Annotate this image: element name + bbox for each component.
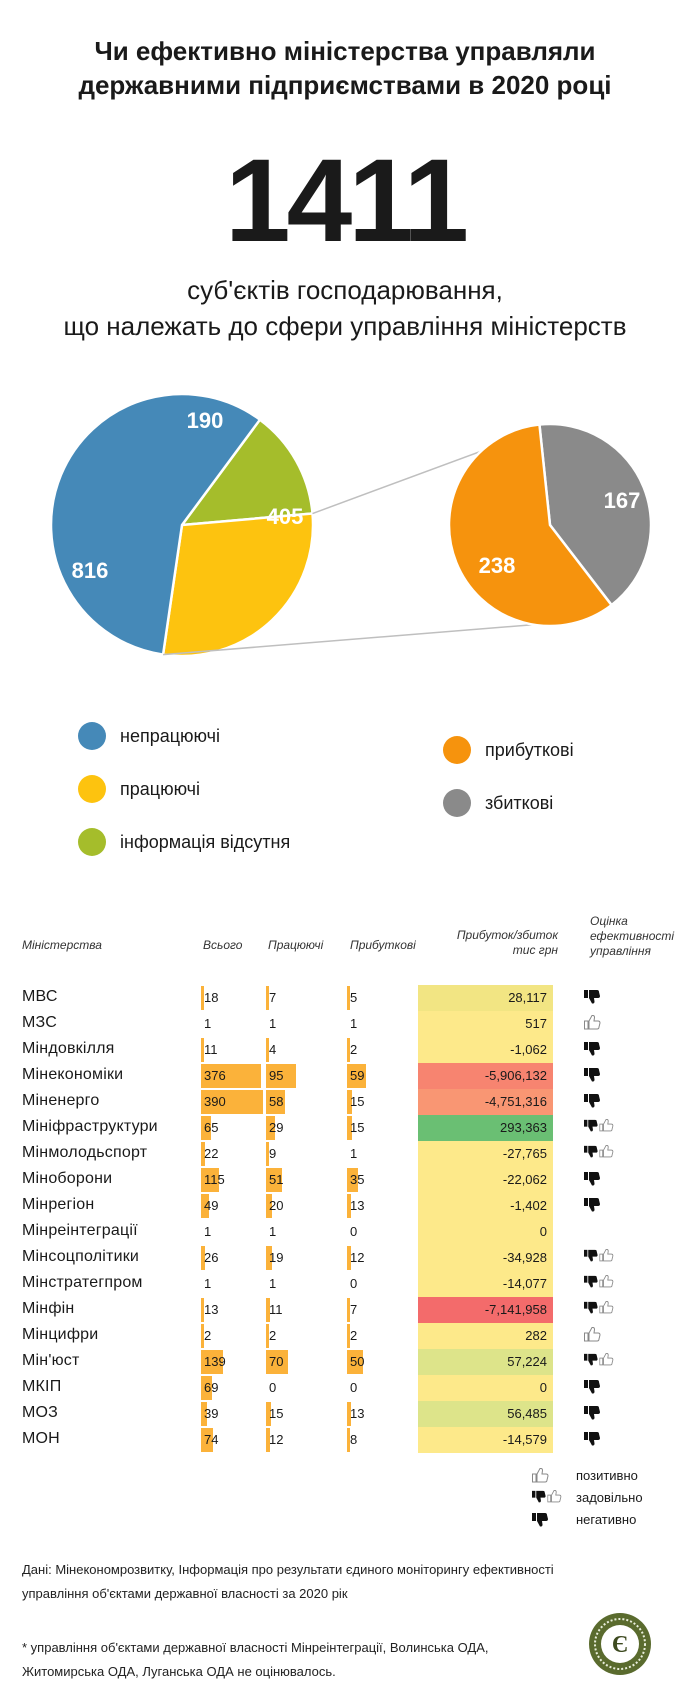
subtitle <box>0 272 690 344</box>
rating-cell <box>584 1197 601 1217</box>
legend-label: працюючі <box>120 779 201 799</box>
ministry-name: Мінфін <box>22 1300 75 1317</box>
header-profit <box>440 928 558 958</box>
rating-cell <box>584 1145 619 1165</box>
ministry-name: МКІП <box>22 1378 62 1395</box>
rating-cell <box>584 1431 601 1451</box>
profit-cell <box>418 1037 553 1063</box>
profit-cell <box>418 1167 553 1193</box>
thumbs-up-icon <box>547 1490 561 1503</box>
satisfactory-icon <box>584 1249 614 1262</box>
profit-value: -1,062 <box>510 1042 547 1057</box>
thumbs-down-icon <box>584 1119 598 1132</box>
source-line-2: управління об'єктами державної власності за 2020 рік <box>22 1586 348 1601</box>
table-row <box>0 1323 690 1349</box>
header-working: Працюючі <box>268 938 324 952</box>
cell-value: 4 <box>269 1042 277 1057</box>
ministry-name: Мінмолодьспорт <box>22 1144 148 1161</box>
thumbs-down-icon <box>584 1379 601 1394</box>
cell-value: 0 <box>350 1224 358 1239</box>
footnote <box>22 1636 489 1684</box>
profit-cell <box>418 1193 553 1219</box>
profit-value: -14,579 <box>502 1432 547 1447</box>
profit-value: 282 <box>525 1328 547 1343</box>
profit-cell <box>418 1011 553 1037</box>
table-row <box>0 1245 690 1271</box>
thumbs-down-icon <box>584 1353 598 1366</box>
ministry-name: Мінсоцполітики <box>22 1248 140 1265</box>
satisfactory-icon <box>584 1275 614 1288</box>
pie-label-inactive: 816 <box>71 557 109 583</box>
rating-cell <box>584 1301 619 1321</box>
satisfactory-icon <box>584 1145 614 1158</box>
thumbs-up-icon <box>599 1353 613 1366</box>
logo-letter: Є <box>611 1632 629 1658</box>
cell-value: 22 <box>204 1146 219 1161</box>
profit-cell <box>418 1063 553 1089</box>
cell-value: 9 <box>269 1146 277 1161</box>
ministry-name: Міноборони <box>22 1170 113 1187</box>
cell-value: 13 <box>350 1406 365 1421</box>
cell-value: 2 <box>269 1328 277 1343</box>
thumbs-down-icon <box>584 1249 598 1262</box>
header-profit-line-2: тис грн <box>512 943 558 957</box>
profit-cell <box>418 1349 553 1375</box>
cell-value: 115 <box>204 1172 225 1187</box>
legend-dot <box>78 828 106 856</box>
cell-value: 69 <box>204 1380 219 1395</box>
table-row <box>0 1141 690 1167</box>
table-row <box>0 1297 690 1323</box>
cell-value: 1 <box>204 1016 212 1031</box>
ministry-name: Мінстратегпром <box>22 1274 143 1291</box>
rating-cell <box>584 989 601 1009</box>
cell-value: 11 <box>269 1302 283 1317</box>
thumbs-up-icon <box>584 1015 601 1030</box>
thumbs-down-icon <box>584 1067 601 1082</box>
cell-value: 39 <box>204 1406 219 1421</box>
table-row <box>0 985 690 1011</box>
cell-value: 2 <box>350 1328 358 1343</box>
footnote-line-2: Житомирська ОДА, Луганська ОДА не оцінювалось. <box>22 1664 336 1679</box>
subtitle-line-1: суб'єктів господарювання, <box>187 275 503 305</box>
header-rating-line-1: Оцінка <box>590 914 628 928</box>
ministry-name: Міндовкілля <box>22 1040 115 1057</box>
cell-value: 0 <box>350 1380 358 1395</box>
rating-cell <box>584 1067 601 1087</box>
source-line-1: Дані: Мінекономрозвитку, Інформація про результати єдиного моніторингу ефективності <box>22 1562 554 1577</box>
thumbs-up-icon <box>599 1249 613 1262</box>
thumbs-down-icon <box>584 1405 601 1420</box>
thumbs-down-icon <box>584 1301 598 1314</box>
cell-value: 139 <box>204 1354 226 1369</box>
table-row <box>0 1349 690 1375</box>
cell-value: 20 <box>269 1198 284 1213</box>
cell-value: 12 <box>350 1250 365 1265</box>
profit-value: 0 <box>539 1224 547 1239</box>
profit-cell <box>418 1245 553 1271</box>
profit-cell <box>418 1141 553 1167</box>
header-profitable: Прибуткові <box>350 938 416 952</box>
pie-label-loss: 167 <box>603 487 641 513</box>
profit-value: 28,117 <box>508 990 547 1005</box>
legend-dot <box>443 789 471 817</box>
profit-value: -22,062 <box>502 1172 547 1187</box>
thumbs-down-icon <box>584 989 601 1004</box>
thumbs-down-icon <box>584 1041 601 1056</box>
profit-cell <box>418 1115 553 1141</box>
pie-working <box>449 424 651 626</box>
profit-value: -4,751,316 <box>484 1094 547 1109</box>
header-total: Всього <box>203 938 243 952</box>
table-row <box>0 1167 690 1193</box>
ministry-name: Мінреінтеграції <box>22 1222 138 1239</box>
pie-label-no-info: 190 <box>186 407 224 433</box>
cell-value: 11 <box>204 1042 218 1057</box>
cell-value: 7 <box>350 1302 358 1317</box>
legend-dot <box>78 722 106 750</box>
cell-value: 95 <box>269 1068 284 1083</box>
rating-cell <box>584 1119 619 1139</box>
table-row <box>0 1089 690 1115</box>
profit-value: -7,141,958 <box>484 1302 547 1317</box>
rating-cell <box>584 1275 619 1295</box>
cell-value: 1 <box>269 1276 277 1291</box>
cell-value: 13 <box>204 1302 219 1317</box>
pie-label-profit: 238 <box>478 552 516 578</box>
legend-label: непрацюючі <box>120 726 221 746</box>
cell-value: 65 <box>204 1120 219 1135</box>
ministry-name: МОЗ <box>22 1404 59 1421</box>
footnote-line-1: * управління об'єктами державної власності Мінреінтеграції, Волинська ОДА, <box>22 1640 489 1655</box>
header-rating-line-2: ефективності <box>590 929 675 943</box>
ministry-name: МВС <box>22 988 58 1005</box>
rating-cell <box>584 1093 601 1113</box>
cell-value: 1 <box>350 1016 358 1031</box>
pie-label-working: 405 <box>266 503 304 529</box>
cell-value: 1 <box>204 1276 212 1291</box>
satisfactory-icon <box>584 1119 614 1132</box>
table-row <box>0 1427 690 1453</box>
cell-value: 29 <box>269 1120 284 1135</box>
cell-value: 1 <box>204 1224 212 1239</box>
profit-cell <box>418 1375 553 1401</box>
table-row <box>0 1011 690 1037</box>
total-count: 1411 <box>225 135 465 267</box>
pie-charts <box>0 385 690 695</box>
profit-cell <box>418 1271 553 1297</box>
thumbs-up-icon <box>599 1275 613 1288</box>
profit-value: 0 <box>539 1380 547 1395</box>
table-row <box>0 1219 690 1245</box>
cell-value: 12 <box>269 1432 284 1447</box>
thumbs-down-icon <box>584 1145 598 1158</box>
satisfactory-icon <box>584 1353 614 1366</box>
cell-value: 15 <box>350 1120 365 1135</box>
thumbs-down-icon <box>532 1490 546 1503</box>
profit-cell <box>418 1089 553 1115</box>
thumbs-up-icon <box>584 1327 601 1342</box>
table-row <box>0 1037 690 1063</box>
rating-cell <box>584 1405 601 1425</box>
cell-value: 15 <box>269 1406 284 1421</box>
profit-cell <box>418 1297 553 1323</box>
page-title <box>0 34 690 102</box>
ministry-name: МЗС <box>22 1014 57 1031</box>
rating-cell <box>584 1379 601 1399</box>
logo <box>588 1612 652 1676</box>
rating-cell <box>584 1327 601 1347</box>
pie-slice-working <box>163 514 313 656</box>
thumbs-down-icon <box>584 1093 601 1108</box>
profit-value: -1,402 <box>510 1198 547 1213</box>
cell-value: 70 <box>269 1354 284 1369</box>
cell-value: 74 <box>204 1432 219 1447</box>
profit-value: -34,928 <box>502 1250 547 1265</box>
cell-value: 390 <box>204 1094 226 1109</box>
thumbs-down-icon <box>532 1512 549 1527</box>
cell-value: 15 <box>350 1094 365 1109</box>
thumbs-up-icon <box>599 1145 613 1158</box>
profit-value: 57,224 <box>507 1354 547 1369</box>
rating-cell <box>584 1171 601 1191</box>
thumbs-up-icon <box>599 1301 613 1314</box>
cell-value: 51 <box>269 1172 284 1187</box>
ministry-name: Мінрегіон <box>22 1196 95 1213</box>
table-row <box>0 1063 690 1089</box>
source-note <box>22 1558 554 1606</box>
cell-value: 5 <box>350 990 358 1005</box>
header-rating-line-3: управління <box>590 944 651 958</box>
table-row <box>0 1375 690 1401</box>
thumbs-down-icon <box>584 1171 601 1186</box>
rating-cell <box>584 1015 601 1035</box>
legend-dot <box>443 736 471 764</box>
ministry-name: Міненерго <box>22 1092 100 1109</box>
thumbs-down-icon <box>584 1431 601 1446</box>
profit-value: 56,485 <box>507 1406 547 1421</box>
cell-value: 18 <box>204 990 219 1005</box>
cell-value: 0 <box>350 1276 358 1291</box>
subtitle-line-2: що належать до сфери управління міністерств <box>63 311 627 341</box>
legend-label: збиткові <box>485 793 554 813</box>
table-row <box>0 1193 690 1219</box>
table-row <box>0 1401 690 1427</box>
header-ministry: Міністерства <box>22 938 102 952</box>
thumbs-down-icon <box>584 1275 598 1288</box>
cell-value: 2 <box>204 1328 212 1343</box>
cell-value: 8 <box>350 1432 358 1447</box>
legend-label: інформація відсутня <box>120 832 291 852</box>
rating-cell <box>584 1041 601 1061</box>
cell-value: 376 <box>204 1068 226 1083</box>
ministry-name: МОН <box>22 1430 60 1447</box>
cell-value: 7 <box>269 990 277 1005</box>
pie-main <box>51 394 313 656</box>
rating-cell <box>584 1353 619 1373</box>
satisfactory-icon <box>532 1490 562 1503</box>
title-line-2: державними підприємствами в 2020 році <box>78 70 612 100</box>
cell-value: 2 <box>350 1042 358 1057</box>
cell-value: 50 <box>350 1354 365 1369</box>
cell-value: 49 <box>204 1198 219 1213</box>
cell-value: 13 <box>350 1198 365 1213</box>
ministry-name: Мінекономіки <box>22 1066 124 1083</box>
cell-value: 1 <box>269 1224 277 1239</box>
profit-value: -5,906,132 <box>484 1068 547 1083</box>
cell-value: 26 <box>204 1250 219 1265</box>
profit-cell <box>418 1427 553 1453</box>
header-rating <box>590 914 674 959</box>
profit-cell <box>418 985 553 1011</box>
profit-cell <box>418 1219 553 1245</box>
cell-value: 1 <box>269 1016 277 1031</box>
table-row <box>0 1115 690 1141</box>
cell-value: 19 <box>269 1250 284 1265</box>
key-label: позитивно <box>576 1468 638 1483</box>
ministry-name: Мін'юст <box>22 1352 80 1369</box>
cell-value: 0 <box>269 1380 277 1395</box>
profit-value: -27,765 <box>502 1146 547 1161</box>
thumbs-up-icon <box>599 1119 613 1132</box>
thumbs-up-icon <box>532 1468 549 1483</box>
profit-value: 293,363 <box>500 1120 547 1135</box>
profit-value: -14,077 <box>502 1276 547 1291</box>
header-profit-line-1: Прибуток/збиток <box>456 928 558 942</box>
cell-value: 35 <box>350 1172 365 1187</box>
profit-value: 517 <box>525 1016 547 1031</box>
legend-dot <box>78 775 106 803</box>
cell-value: 1 <box>350 1146 358 1161</box>
table-row <box>0 1271 690 1297</box>
title-line-1: Чи ефективно міністерства управляли <box>94 36 596 66</box>
rating-cell <box>584 1249 619 1269</box>
legend-label: прибуткові <box>485 740 574 760</box>
cell-value: 58 <box>269 1094 284 1109</box>
key-label: негативно <box>576 1512 637 1527</box>
satisfactory-icon <box>584 1301 614 1314</box>
thumbs-down-icon <box>584 1197 601 1212</box>
profit-cell <box>418 1401 553 1427</box>
ministry-name: Мінцифри <box>22 1326 99 1343</box>
cell-value: 59 <box>350 1068 365 1083</box>
ministry-name: Мініфраструктури <box>22 1118 158 1135</box>
profit-cell <box>418 1323 553 1349</box>
key-label: задовільно <box>576 1490 643 1505</box>
